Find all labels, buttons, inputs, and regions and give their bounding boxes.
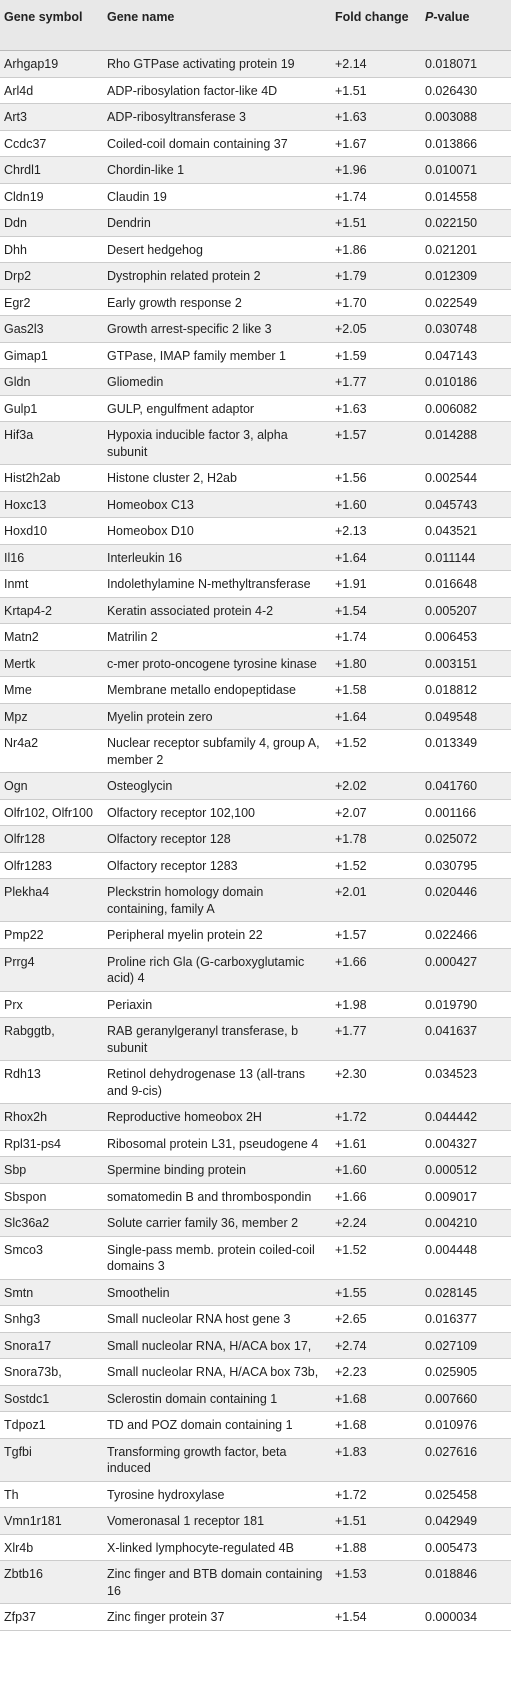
cell-p-value: 0.007660 — [421, 1385, 511, 1412]
cell-gene-name: Pleckstrin homology domain containing, family A — [103, 879, 331, 922]
table-row — [0, 1183, 511, 1210]
cell-p-value: 0.010976 — [421, 1412, 511, 1439]
cell-gene-symbol: Egr2 — [0, 289, 103, 316]
cell-gene-name: Growth arrest-specific 2 like 3 — [103, 316, 331, 343]
table-row — [0, 730, 511, 773]
cell-fold-change: +1.80 — [331, 650, 421, 677]
cell-gene-symbol: Mme — [0, 677, 103, 704]
cell-fold-change: +2.13 — [331, 518, 421, 545]
cell-fold-change: +1.52 — [331, 1236, 421, 1279]
cell-fold-change: +1.55 — [331, 1279, 421, 1306]
cell-gene-name: Transforming growth factor, beta induced — [103, 1438, 331, 1481]
table-row — [0, 77, 511, 104]
table-row — [0, 991, 511, 1018]
cell-p-value: 0.005207 — [421, 597, 511, 624]
table-row — [0, 1561, 511, 1604]
cell-gene-symbol: Gas2l3 — [0, 316, 103, 343]
cell-gene-symbol: Pmp22 — [0, 922, 103, 949]
cell-fold-change: +1.57 — [331, 922, 421, 949]
cell-gene-name: Coiled-coil domain containing 37 — [103, 130, 331, 157]
cell-fold-change: +1.91 — [331, 571, 421, 598]
cell-gene-name: Small nucleolar RNA, H/ACA box 73b, — [103, 1359, 331, 1386]
cell-gene-name: Desert hedgehog — [103, 236, 331, 263]
table-row — [0, 369, 511, 396]
table-row — [0, 1210, 511, 1237]
cell-gene-symbol: Krtap4-2 — [0, 597, 103, 624]
cell-p-value: 0.004448 — [421, 1236, 511, 1279]
cell-p-value: 0.021201 — [421, 236, 511, 263]
cell-p-value: 0.022466 — [421, 922, 511, 949]
cell-p-value: 0.026430 — [421, 77, 511, 104]
cell-gene-symbol: Mpz — [0, 703, 103, 730]
table-row — [0, 879, 511, 922]
table-row — [0, 1306, 511, 1333]
cell-fold-change: +1.86 — [331, 236, 421, 263]
cell-p-value: 0.028145 — [421, 1279, 511, 1306]
cell-gene-name: Olfactory receptor 102,100 — [103, 799, 331, 826]
cell-gene-symbol: Rhox2h — [0, 1104, 103, 1131]
table-row — [0, 1104, 511, 1131]
cell-fold-change: +1.83 — [331, 1438, 421, 1481]
cell-p-value: 0.034523 — [421, 1061, 511, 1104]
cell-fold-change: +2.14 — [331, 51, 421, 78]
cell-p-value: 0.018071 — [421, 51, 511, 78]
cell-gene-symbol: Arl4d — [0, 77, 103, 104]
table-row — [0, 1061, 511, 1104]
cell-p-value: 0.045743 — [421, 491, 511, 518]
cell-fold-change: +2.24 — [331, 1210, 421, 1237]
cell-gene-name: TD and POZ domain containing 1 — [103, 1412, 331, 1439]
cell-fold-change: +2.30 — [331, 1061, 421, 1104]
table-row — [0, 650, 511, 677]
cell-gene-name: Rho GTPase activating protein 19 — [103, 51, 331, 78]
cell-gene-name: Small nucleolar RNA host gene 3 — [103, 1306, 331, 1333]
cell-gene-name: Proline rich Gla (G-carboxyglutamic acid) 4 — [103, 948, 331, 991]
cell-fold-change: +1.60 — [331, 1157, 421, 1184]
cell-p-value: 0.000512 — [421, 1157, 511, 1184]
cell-fold-change: +1.52 — [331, 730, 421, 773]
cell-gene-name: Reproductive homeobox 2H — [103, 1104, 331, 1131]
table-row — [0, 922, 511, 949]
cell-gene-name: ADP-ribosyltransferase 3 — [103, 104, 331, 131]
cell-gene-symbol: Snhg3 — [0, 1306, 103, 1333]
cell-gene-symbol: Sostdc1 — [0, 1385, 103, 1412]
cell-fold-change: +1.68 — [331, 1385, 421, 1412]
cell-gene-name: Hypoxia inducible factor 3, alpha subunit — [103, 422, 331, 465]
table-row — [0, 826, 511, 853]
cell-p-value: 0.010186 — [421, 369, 511, 396]
cell-gene-symbol: Ddn — [0, 210, 103, 237]
table-row — [0, 263, 511, 290]
table-body — [0, 51, 511, 1631]
table-row — [0, 703, 511, 730]
cell-fold-change: +1.79 — [331, 263, 421, 290]
cell-fold-change: +1.66 — [331, 948, 421, 991]
cell-gene-symbol: Plekha4 — [0, 879, 103, 922]
table-row — [0, 544, 511, 571]
table-row — [0, 183, 511, 210]
cell-gene-name: Matrilin 2 — [103, 624, 331, 651]
cell-p-value: 0.000034 — [421, 1604, 511, 1631]
cell-gene-symbol: Art3 — [0, 104, 103, 131]
cell-fold-change: +1.51 — [331, 1508, 421, 1535]
cell-gene-name: RAB geranylgeranyl transferase, b subunit — [103, 1018, 331, 1061]
cell-p-value: 0.003151 — [421, 650, 511, 677]
header-p-italic: P — [425, 10, 434, 24]
cell-p-value: 0.016377 — [421, 1306, 511, 1333]
cell-gene-symbol: Hist2h2ab — [0, 465, 103, 492]
cell-gene-name: Smoothelin — [103, 1279, 331, 1306]
table-row — [0, 210, 511, 237]
table-row — [0, 395, 511, 422]
cell-fold-change: +1.67 — [331, 130, 421, 157]
table-row — [0, 1018, 511, 1061]
cell-p-value: 0.044442 — [421, 1104, 511, 1131]
cell-gene-name: Olfactory receptor 1283 — [103, 852, 331, 879]
table-row — [0, 852, 511, 879]
cell-fold-change: +1.61 — [331, 1130, 421, 1157]
cell-fold-change: +1.72 — [331, 1104, 421, 1131]
cell-gene-symbol: Sbspon — [0, 1183, 103, 1210]
table-row — [0, 1279, 511, 1306]
cell-gene-symbol: Olfr1283 — [0, 852, 103, 879]
cell-gene-name: Claudin 19 — [103, 183, 331, 210]
cell-fold-change: +1.64 — [331, 703, 421, 730]
cell-fold-change: +1.88 — [331, 1534, 421, 1561]
cell-p-value: 0.025072 — [421, 826, 511, 853]
cell-p-value: 0.022150 — [421, 210, 511, 237]
table-row — [0, 1332, 511, 1359]
cell-gene-symbol: Rabggtb, — [0, 1018, 103, 1061]
header-p-value — [421, 0, 511, 51]
cell-gene-symbol: Ogn — [0, 773, 103, 800]
cell-gene-symbol: Hoxd10 — [0, 518, 103, 545]
cell-gene-name: Membrane metallo endopeptidase — [103, 677, 331, 704]
header-row — [0, 0, 511, 51]
cell-fold-change: +2.07 — [331, 799, 421, 826]
cell-p-value: 0.000427 — [421, 948, 511, 991]
cell-fold-change: +1.51 — [331, 210, 421, 237]
cell-gene-symbol: Dhh — [0, 236, 103, 263]
cell-p-value: 0.043521 — [421, 518, 511, 545]
cell-gene-name: Keratin associated protein 4-2 — [103, 597, 331, 624]
cell-gene-symbol: Prrg4 — [0, 948, 103, 991]
cell-p-value: 0.014558 — [421, 183, 511, 210]
cell-gene-symbol: Tdpoz1 — [0, 1412, 103, 1439]
cell-gene-name: Dendrin — [103, 210, 331, 237]
cell-p-value: 0.018812 — [421, 677, 511, 704]
header-fold-change: Fold change — [331, 0, 421, 51]
header-gene-name: Gene name — [103, 0, 331, 51]
cell-p-value: 0.020446 — [421, 879, 511, 922]
cell-fold-change: +2.23 — [331, 1359, 421, 1386]
cell-gene-symbol: Gulp1 — [0, 395, 103, 422]
cell-gene-name: Peripheral myelin protein 22 — [103, 922, 331, 949]
cell-gene-symbol: Hif3a — [0, 422, 103, 465]
cell-p-value: 0.025905 — [421, 1359, 511, 1386]
cell-fold-change: +1.77 — [331, 1018, 421, 1061]
cell-gene-symbol: Slc36a2 — [0, 1210, 103, 1237]
cell-gene-name: Small nucleolar RNA, H/ACA box 17, — [103, 1332, 331, 1359]
cell-gene-name: Gliomedin — [103, 369, 331, 396]
cell-fold-change: +1.59 — [331, 342, 421, 369]
cell-gene-symbol: Vmn1r181 — [0, 1508, 103, 1535]
table-row — [0, 289, 511, 316]
table-row — [0, 1359, 511, 1386]
table-row — [0, 342, 511, 369]
table-row — [0, 104, 511, 131]
cell-p-value: 0.047143 — [421, 342, 511, 369]
table-row — [0, 518, 511, 545]
cell-gene-name: Ribosomal protein L31, pseudogene 4 — [103, 1130, 331, 1157]
table-row — [0, 1236, 511, 1279]
cell-p-value: 0.002544 — [421, 465, 511, 492]
cell-gene-name: ADP-ribosylation factor-like 4D — [103, 77, 331, 104]
cell-gene-name: Solute carrier family 36, member 2 — [103, 1210, 331, 1237]
cell-fold-change: +1.54 — [331, 1604, 421, 1631]
cell-fold-change: +1.58 — [331, 677, 421, 704]
cell-fold-change: +2.74 — [331, 1332, 421, 1359]
table-row — [0, 1508, 511, 1535]
cell-gene-name: GTPase, IMAP family member 1 — [103, 342, 331, 369]
cell-gene-symbol: Olfr102, Olfr100 — [0, 799, 103, 826]
cell-p-value: 0.006453 — [421, 624, 511, 651]
cell-gene-name: Histone cluster 2, H2ab — [103, 465, 331, 492]
cell-p-value: 0.030795 — [421, 852, 511, 879]
table-row — [0, 571, 511, 598]
table-row — [0, 1412, 511, 1439]
cell-gene-name: Sclerostin domain containing 1 — [103, 1385, 331, 1412]
cell-fold-change: +1.52 — [331, 852, 421, 879]
cell-gene-name: Olfactory receptor 128 — [103, 826, 331, 853]
cell-gene-symbol: Zbtb16 — [0, 1561, 103, 1604]
table-header — [0, 0, 511, 51]
cell-fold-change: +1.70 — [331, 289, 421, 316]
cell-gene-name: GULP, engulfment adaptor — [103, 395, 331, 422]
cell-gene-symbol: Xlr4b — [0, 1534, 103, 1561]
cell-gene-name: Vomeronasal 1 receptor 181 — [103, 1508, 331, 1535]
cell-p-value: 0.014288 — [421, 422, 511, 465]
table-row — [0, 1385, 511, 1412]
cell-gene-symbol: Il16 — [0, 544, 103, 571]
cell-gene-symbol: Ccdc37 — [0, 130, 103, 157]
cell-p-value: 0.004327 — [421, 1130, 511, 1157]
table-row — [0, 130, 511, 157]
cell-gene-symbol: Smtn — [0, 1279, 103, 1306]
cell-gene-name: Single-pass memb. protein coiled-coil domains 3 — [103, 1236, 331, 1279]
cell-p-value: 0.049548 — [421, 703, 511, 730]
cell-p-value: 0.003088 — [421, 104, 511, 131]
cell-gene-name: c-mer proto-oncogene tyrosine kinase — [103, 650, 331, 677]
cell-p-value: 0.005473 — [421, 1534, 511, 1561]
cell-gene-name: Myelin protein zero — [103, 703, 331, 730]
cell-p-value: 0.001166 — [421, 799, 511, 826]
cell-gene-symbol: Th — [0, 1481, 103, 1508]
header-p-suffix: -value — [433, 10, 470, 24]
header-gene-symbol: Gene symbol — [0, 0, 103, 51]
cell-gene-name: Dystrophin related protein 2 — [103, 263, 331, 290]
cell-fold-change: +1.63 — [331, 104, 421, 131]
cell-p-value: 0.025458 — [421, 1481, 511, 1508]
cell-fold-change: +1.72 — [331, 1481, 421, 1508]
cell-gene-symbol: Cldn19 — [0, 183, 103, 210]
cell-gene-symbol: Gimap1 — [0, 342, 103, 369]
table-row — [0, 799, 511, 826]
cell-gene-symbol: Matn2 — [0, 624, 103, 651]
cell-p-value: 0.010071 — [421, 157, 511, 184]
cell-gene-name: Retinol dehydrogenase 13 (all-trans and 9-cis) — [103, 1061, 331, 1104]
cell-fold-change: +2.05 — [331, 316, 421, 343]
cell-fold-change: +1.64 — [331, 544, 421, 571]
cell-gene-symbol: Zfp37 — [0, 1604, 103, 1631]
cell-p-value: 0.013349 — [421, 730, 511, 773]
cell-fold-change: +2.02 — [331, 773, 421, 800]
cell-p-value: 0.027616 — [421, 1438, 511, 1481]
table-row — [0, 465, 511, 492]
cell-gene-symbol: Nr4a2 — [0, 730, 103, 773]
table-row — [0, 1130, 511, 1157]
cell-gene-name: Homeobox C13 — [103, 491, 331, 518]
cell-p-value: 0.016648 — [421, 571, 511, 598]
cell-gene-name: Early growth response 2 — [103, 289, 331, 316]
cell-p-value: 0.030748 — [421, 316, 511, 343]
cell-gene-symbol: Arhgap19 — [0, 51, 103, 78]
table-row — [0, 597, 511, 624]
cell-p-value: 0.012309 — [421, 263, 511, 290]
cell-fold-change: +1.78 — [331, 826, 421, 853]
cell-p-value: 0.013866 — [421, 130, 511, 157]
cell-gene-symbol: Mertk — [0, 650, 103, 677]
cell-gene-name: X-linked lymphocyte-regulated 4B — [103, 1534, 331, 1561]
table-row — [0, 677, 511, 704]
cell-gene-symbol: Drp2 — [0, 263, 103, 290]
table-row — [0, 316, 511, 343]
cell-gene-symbol: Gldn — [0, 369, 103, 396]
cell-gene-symbol: Snora17 — [0, 1332, 103, 1359]
cell-gene-name: Osteoglycin — [103, 773, 331, 800]
cell-p-value: 0.004210 — [421, 1210, 511, 1237]
table-row — [0, 422, 511, 465]
cell-gene-name: Interleukin 16 — [103, 544, 331, 571]
table-row — [0, 1481, 511, 1508]
table-row — [0, 948, 511, 991]
cell-fold-change: +2.65 — [331, 1306, 421, 1333]
cell-fold-change: +1.74 — [331, 624, 421, 651]
cell-gene-name: Spermine binding protein — [103, 1157, 331, 1184]
cell-fold-change: +1.96 — [331, 157, 421, 184]
cell-p-value: 0.042949 — [421, 1508, 511, 1535]
cell-fold-change: +1.57 — [331, 422, 421, 465]
cell-gene-name: Homeobox D10 — [103, 518, 331, 545]
table-row — [0, 157, 511, 184]
cell-gene-symbol: Rpl31-ps4 — [0, 1130, 103, 1157]
cell-gene-symbol: Rdh13 — [0, 1061, 103, 1104]
cell-p-value: 0.009017 — [421, 1183, 511, 1210]
cell-fold-change: +1.51 — [331, 77, 421, 104]
cell-gene-symbol: Snora73b, — [0, 1359, 103, 1386]
cell-fold-change: +1.56 — [331, 465, 421, 492]
cell-fold-change: +1.74 — [331, 183, 421, 210]
cell-gene-symbol: Chrdl1 — [0, 157, 103, 184]
table-row — [0, 773, 511, 800]
cell-gene-symbol: Smco3 — [0, 1236, 103, 1279]
cell-gene-symbol: Hoxc13 — [0, 491, 103, 518]
cell-fold-change: +2.01 — [331, 879, 421, 922]
cell-gene-name: Tyrosine hydroxylase — [103, 1481, 331, 1508]
cell-gene-name: Chordin-like 1 — [103, 157, 331, 184]
table-row — [0, 491, 511, 518]
cell-p-value: 0.006082 — [421, 395, 511, 422]
cell-fold-change: +1.77 — [331, 369, 421, 396]
cell-fold-change: +1.98 — [331, 991, 421, 1018]
cell-gene-symbol: Sbp — [0, 1157, 103, 1184]
table-row — [0, 1157, 511, 1184]
cell-p-value: 0.019790 — [421, 991, 511, 1018]
table-row — [0, 1604, 511, 1631]
table-row — [0, 51, 511, 78]
cell-p-value: 0.027109 — [421, 1332, 511, 1359]
table-row — [0, 624, 511, 651]
cell-p-value: 0.041760 — [421, 773, 511, 800]
cell-gene-name: Periaxin — [103, 991, 331, 1018]
cell-fold-change: +1.63 — [331, 395, 421, 422]
cell-gene-symbol: Tgfbi — [0, 1438, 103, 1481]
table-row — [0, 236, 511, 263]
cell-fold-change: +1.54 — [331, 597, 421, 624]
cell-gene-symbol: Prx — [0, 991, 103, 1018]
cell-gene-symbol: Inmt — [0, 571, 103, 598]
cell-fold-change: +1.68 — [331, 1412, 421, 1439]
cell-fold-change: +1.66 — [331, 1183, 421, 1210]
cell-gene-name: Zinc finger and BTB domain containing 16 — [103, 1561, 331, 1604]
cell-fold-change: +1.53 — [331, 1561, 421, 1604]
cell-gene-name: Nuclear receptor subfamily 4, group A, member 2 — [103, 730, 331, 773]
cell-p-value: 0.018846 — [421, 1561, 511, 1604]
cell-p-value: 0.022549 — [421, 289, 511, 316]
cell-fold-change: +1.60 — [331, 491, 421, 518]
table-row — [0, 1534, 511, 1561]
cell-p-value: 0.011144 — [421, 544, 511, 571]
cell-gene-symbol: Olfr128 — [0, 826, 103, 853]
table-row — [0, 1438, 511, 1481]
cell-gene-name: somatomedin B and thrombospondin — [103, 1183, 331, 1210]
cell-p-value: 0.041637 — [421, 1018, 511, 1061]
cell-gene-name: Zinc finger protein 37 — [103, 1604, 331, 1631]
cell-gene-name: Indolethylamine N-methyltransferase — [103, 571, 331, 598]
